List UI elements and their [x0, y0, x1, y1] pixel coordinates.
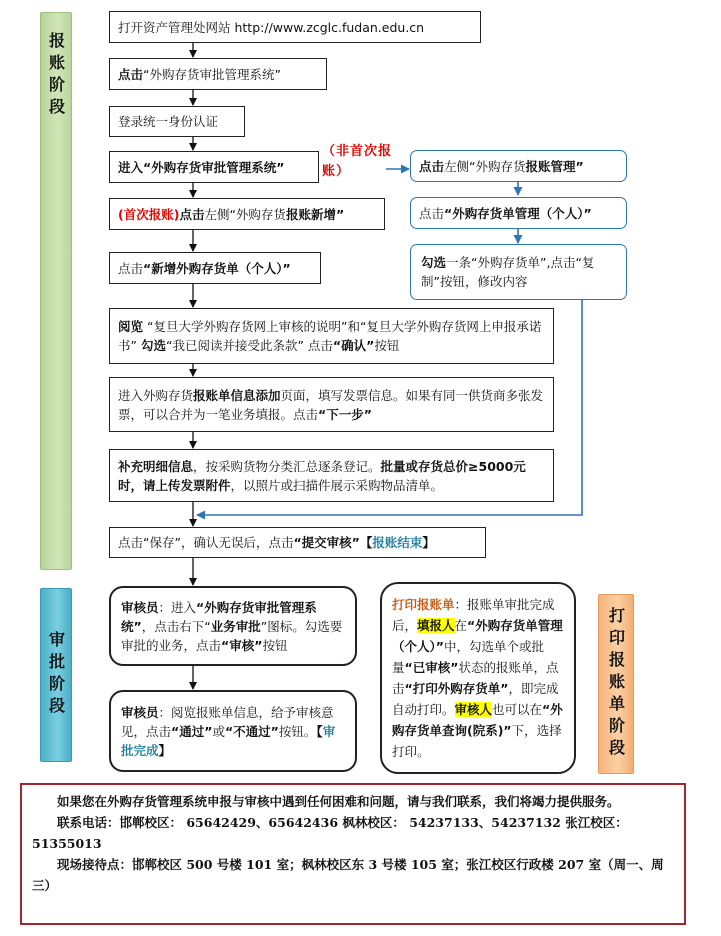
reviewer-label-2: 审核员 [121, 704, 159, 720]
step-click-system-name: “外购存货审批管理系统” [143, 66, 281, 82]
step-click-system-pre: 点击 [118, 66, 144, 82]
step-enter-system-text: 进入“外购存货审批管理系统” [118, 159, 285, 175]
step-enter-system [109, 151, 319, 183]
check-label: 勾选 [140, 338, 166, 353]
print-t4: 状态的报账单，点击 [392, 660, 559, 696]
review-pass: “通过” [171, 723, 213, 739]
reviewer-label-1: 审核员 [121, 599, 159, 615]
contact-intro: 如果您在外购存货管理系统申报与审核中遇到任何困难和问题，请与我们联系，我们将竭力提供服务。 [57, 794, 620, 809]
branch-manage: 报账管理” [525, 158, 584, 174]
invoice-t1: 进入外购存货 [118, 387, 194, 403]
reviewer-highlight: 审核人 [454, 702, 493, 717]
invoice-page: 报账单信息添加 [193, 387, 281, 403]
print-query: “外购存货单查询(院系)” [392, 702, 563, 738]
review-a1-t3: ”图标。勾选要审批的业务，点击 [121, 618, 343, 653]
step-new-order-pre: 点击 [118, 260, 144, 276]
first-time-label: (首次报账) [118, 206, 180, 222]
review-step-decide [109, 690, 357, 772]
branch-check: 勾选 [421, 255, 447, 270]
submit-bracket-r: 】 [422, 535, 435, 550]
website-link[interactable]: http://www.zcglc.fudan.edu.cn [234, 19, 425, 35]
check-terms: “我已阅读并接受此条款” 点击 [165, 338, 333, 353]
step-click-system [109, 58, 327, 90]
review-a2-t3: 按钮。 [278, 723, 317, 739]
contact-phones: 联系电话：邯郸校区： 65642429、65642436 枫林校区： 54237133、54237132 张江校区： 51355013 [32, 815, 628, 851]
submit-t1: 点击“保存”，确认无误后，点击 [118, 535, 294, 550]
step-first-new: 报账新增” [285, 206, 345, 222]
review-a2-t2: 或 [212, 723, 225, 739]
review-bracket-r: 】 [158, 742, 172, 758]
review-fail: “不通过” [224, 723, 279, 739]
read-label: 阅览 [118, 319, 144, 334]
confirm-suffix: 按钮 [374, 338, 400, 353]
confirm-label: “确认” [332, 338, 375, 353]
print-label: 打印报账单 [392, 597, 455, 612]
reimburse-end-label: 报账结束 [372, 535, 423, 550]
step-login-text: 登录统一身份认证 [118, 114, 219, 129]
branch-copy-text: 一条“外购存货单”,点击“复制”按钮，修改内容 [421, 255, 595, 289]
print-reviewed: “已审核” [404, 660, 459, 675]
branch-step-manage [410, 150, 627, 182]
print-order-mgmt: “外购存货单管理（个人）” [392, 618, 563, 654]
filler-highlight: 填报人 [417, 618, 455, 633]
branch-orders-name: “外购存货单管理（个人）” [444, 205, 592, 221]
invoice-next: “下一步” [318, 406, 372, 422]
review-complete-label: 审批完成 [121, 723, 336, 758]
review-approval: 业务审批 [210, 618, 261, 634]
review-a2-t1: ：阅览报账单信息，给予审核意见，点击 [121, 704, 334, 739]
step-invoice-info [109, 377, 554, 432]
contact-box [20, 783, 686, 925]
step-new-order-name: “新增外购存货单（个人）” [143, 260, 291, 276]
details-t2: ，以照片或扫描件展示采购物品清单。 [230, 477, 444, 493]
print-t3: 中，勾选单个或批量 [392, 639, 544, 675]
branch-label: （非首次报账） [322, 144, 393, 179]
details-t1: ，按采购货物分类汇总逐条登记。 [193, 458, 381, 474]
invoice-t2: 页面，填写发票信息。如果有同一供货商多张发票，可以合并为一笔业务填报。点击 [118, 387, 544, 422]
print-t7: 下，选择打印。 [392, 723, 562, 759]
step-open-website [109, 11, 481, 43]
submit-label: “提交审核” [293, 535, 360, 550]
review-step-enter [109, 586, 357, 666]
review-bracket-l: 【 [316, 723, 323, 739]
review-a1-t4: 按钮 [262, 637, 288, 653]
review-system: “外购存货审批管理系统” [121, 599, 317, 634]
stage-print-label: 打印报账单阶段 [606, 607, 626, 761]
stage-reimburse-label: 报账阶段 [46, 32, 66, 120]
step-new-order [109, 252, 321, 284]
branch-click: 点击 [419, 158, 445, 174]
print-t2: 在 [454, 618, 468, 633]
details-upload: 批量或存货总价≥5000元时，请上传发票附件 [118, 458, 526, 493]
branch-mid: 左侧“外购存货 [444, 158, 526, 174]
branch-step-copy [410, 244, 627, 300]
review-a1-t2: ，点击右下“ [141, 618, 211, 634]
branch-step-orders [410, 197, 627, 229]
review-a1-t1: ：进入 [158, 599, 197, 615]
step-first-time-new [109, 198, 385, 230]
step-first-mid: 左侧“外购存货 [204, 206, 286, 222]
step-read-confirm [109, 308, 554, 364]
step-submit [109, 527, 486, 558]
print-t6: 也可以在 [492, 702, 543, 717]
step-login [109, 106, 245, 137]
review-audit: “审核” [221, 637, 263, 653]
print-t1: ：报账单审批完成后， [392, 597, 555, 633]
branch-orders-pre: 点击 [419, 205, 445, 221]
details-label: 补充明细信息 [118, 458, 194, 474]
step-first-click: 点击 [179, 206, 205, 222]
step-details [109, 449, 554, 502]
print-t5: ，即完成自动打印。 [392, 681, 559, 717]
contact-locations: 现场接待点：邯郸校区 500 号楼 101 室；枫林校区东 3 号楼 105 室；张江校区行政楼 207 室（周一、周三） [32, 857, 664, 893]
print-instructions [380, 582, 576, 774]
stage-review-label: 审批阶段 [46, 631, 66, 719]
read-docs: “复旦大学外购存货网上审核的说明”和“复旦大学外购存货网上申报承诺书” [118, 319, 542, 353]
print-button-label: “打印外购存货单” [404, 681, 509, 696]
submit-bracket-l: 【 [359, 535, 373, 550]
step-open-website-text: 打开资产管理处网站 [118, 19, 235, 35]
